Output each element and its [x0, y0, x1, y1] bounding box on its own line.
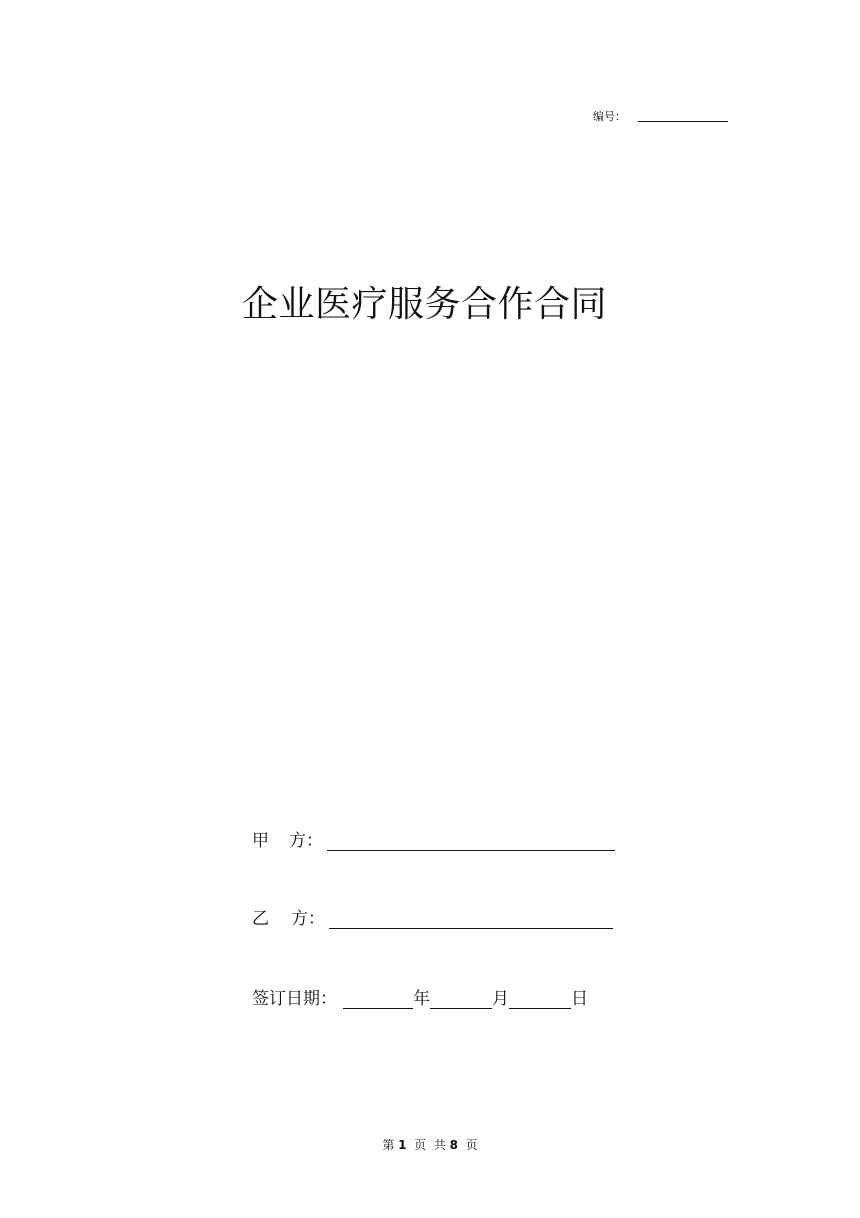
contract-number-row [593, 104, 728, 128]
page-footer [0, 1136, 860, 1153]
party-b-blank [329, 910, 613, 929]
footer-page-word: 页 [414, 1138, 427, 1152]
sign-date-row [252, 987, 588, 1011]
party-b-label-first: 乙 [252, 909, 269, 929]
year-blank [343, 990, 413, 1009]
month-label: 月 [492, 989, 509, 1009]
footer-current-page: 1 [398, 1138, 407, 1152]
sign-date-label: 签订日期： [252, 989, 337, 1009]
party-a-label [252, 829, 323, 853]
party-a-row [252, 829, 615, 853]
year-label: 年 [413, 989, 430, 1009]
footer-suffix: 页 [465, 1138, 478, 1152]
month-blank [430, 990, 492, 1009]
party-b-label-rest: 方： [291, 909, 325, 929]
party-a-blank [327, 832, 615, 851]
contract-number-blank [638, 111, 728, 122]
day-label: 日 [571, 989, 588, 1009]
party-b-row [252, 907, 613, 931]
party-a-label-rest: 方： [289, 831, 323, 851]
footer-total-pages: 8 [449, 1138, 459, 1152]
day-blank [509, 990, 571, 1009]
party-a-label-first: 甲 [252, 831, 269, 851]
contract-number-label: 编号： [593, 110, 626, 123]
party-b-label [252, 907, 325, 931]
footer-total-word: 共 [433, 1138, 446, 1152]
document-title: 企业医疗服务合作合同 [242, 284, 608, 325]
footer-prefix: 第 [382, 1138, 395, 1152]
